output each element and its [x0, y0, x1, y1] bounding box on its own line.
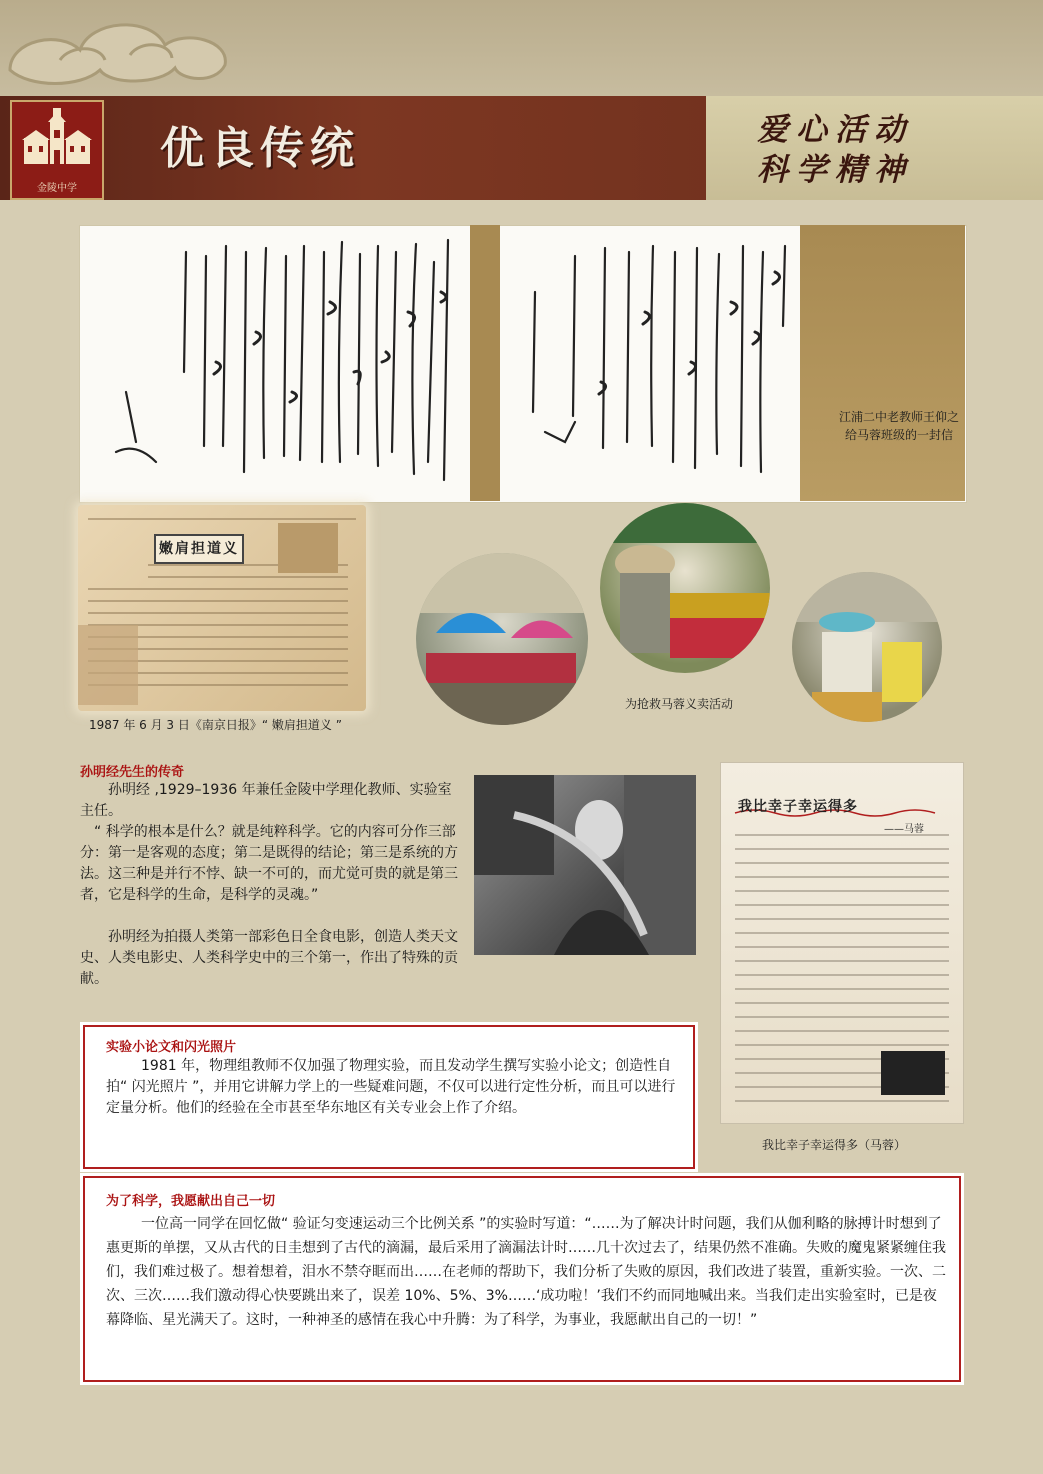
portrait-photo — [474, 775, 696, 955]
sun-paragraph-3: 孙明经为拍摄人类第一部彩色日全食电影，创造人类天文史、人类电影史、人类科学史中的三个第一，作出了特殊的贡献。 — [80, 929, 458, 987]
charity-photo-1 — [416, 553, 588, 725]
box1-heading: 实验小论文和闪光照片 — [106, 1040, 237, 1055]
box2-text: 一位高一同学在回忆做“ 验证匀变速运动三个比例关系 ”的实验时写道：“……为了解决计时问题，我们从伽利略的脉搏计时想到了惠更斯的单摆，又从古代的日圭想到了古代的滴漏，最后采用了滴漏法计时……几十次过去了，结果仍然不准确。失败的魔鬼紧紧缠住我们，我们难过极了。想着想着，泪水不禁夺眶而出……在老师的帮助下，我们分析了失败的原因，我们改进了装置，重新实验。一次、二次、三次……我们激动得心快要跳出来了，误差 10%、5%、3%……‘成功啦！’我们不约而同地喊出来。当我们走出实验室时，已是夜幕降临、星光满天了。这时，一种神圣的感情在我心中升腾：为了科学，为事业，我愿献出自己的一切！” — [106, 1216, 946, 1328]
umbrella-stall-icon — [416, 553, 588, 725]
cloud-ornament-icon — [0, 0, 260, 96]
top-band — [0, 0, 1043, 96]
school-logo — [10, 100, 104, 200]
charity-photo-2 — [600, 503, 770, 673]
charity-stall-icon — [600, 503, 770, 673]
handwriting-right-icon — [505, 232, 795, 494]
article-clipping — [720, 762, 964, 1124]
article-text-icon — [721, 763, 963, 1123]
theme-line-2: 科学精神 — [757, 152, 913, 188]
letter-caption: 江浦二中老教师王仰之给马蓉班级的一封信 — [838, 410, 959, 442]
theme-line-1: 爱心活动 — [757, 112, 913, 148]
building-icon — [12, 102, 102, 174]
scientist-portrait-icon — [474, 775, 696, 955]
charity-photo-3 — [792, 572, 942, 722]
sun-paragraph-2: “ 科学的根本是什么？就是纯粹科学。它的内容可分作三部分：第一是客观的态度；第二是既得的结论；第三是系统的方法。这三种是并行不悖、缺一不可的，而尤觉可贵的就是第三者，它是科学的生命，是科学的灵魂。” — [80, 824, 458, 903]
letter-divider — [470, 225, 500, 501]
newspaper-caption: 1987 年 6 月 3 日《南京日报》“ 嫩肩担道义 ” — [89, 718, 342, 732]
clipping-byline: ——马蓉 — [884, 824, 924, 835]
handwriting-left-icon — [86, 232, 466, 494]
letter-caption-panel — [800, 225, 965, 501]
box1-text: 1981 年，物理组教师不仅加强了物理实验，而且发动学生撰写实验小论文；创造性自拍“ 闪光照片 ”，并用它讲解力学上的一些疑难问题，不仅可以进行定性分析，而且可以进行定量分析。他们的经验在全市甚至华东地区有关专业会上作了介绍。 — [106, 1058, 676, 1116]
page-title: 优良传统 — [160, 123, 360, 174]
logo-caption: 金陵中学 — [37, 183, 77, 194]
newspaper-headline: 嫩肩担道义 — [154, 534, 244, 564]
students-icon — [792, 572, 942, 722]
sun-paragraph-1: 孙明经 ,1929–1936 年兼任金陵中学理化教师、实验室主任。 — [80, 782, 452, 819]
charity-caption: 为抢救马蓉义卖活动 — [625, 697, 734, 711]
sun-heading: 孙明经先生的传奇 — [80, 765, 185, 780]
clipping-title: 我比幸子幸运得多 — [738, 799, 858, 815]
clipping-caption: 我比幸子幸运得多（马蓉） — [762, 1138, 907, 1152]
box2-heading: 为了科学，我愿献出自己一切 — [106, 1194, 276, 1209]
